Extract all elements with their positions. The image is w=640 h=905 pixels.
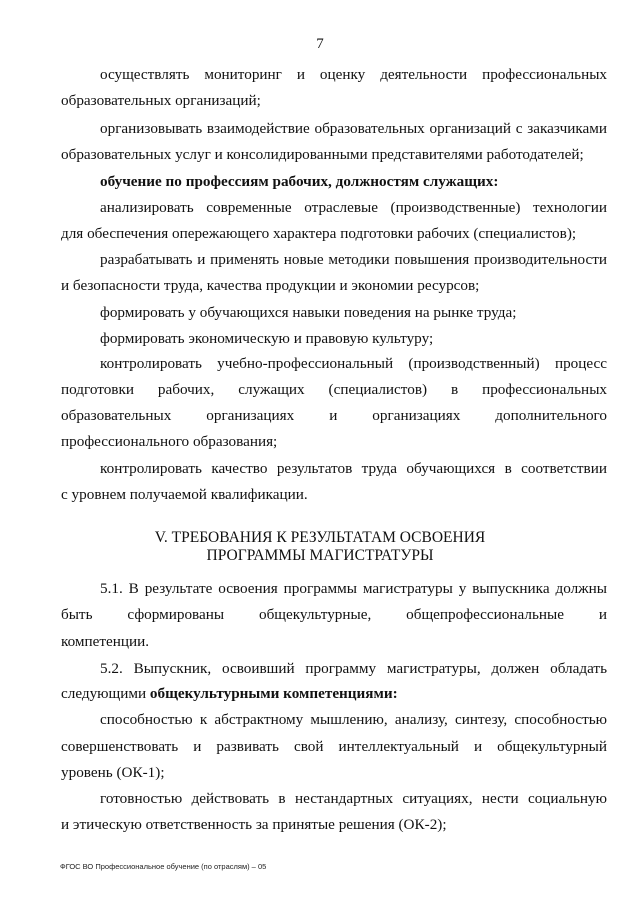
text-line: для обеспечения опережающего характера подготовки рабочих (специалистов); — [61, 225, 577, 242]
text-line: и этическую ответственность за принятые решения (ОК-2); — [61, 816, 447, 833]
text-span: следующими — [61, 685, 150, 702]
text-line: формировать у обучающихся навыки поведения на рынке труда; — [100, 304, 517, 321]
text-line: образовательных организаций; — [61, 92, 261, 109]
text-line: образовательных организациях и организациях дополнительного — [61, 407, 607, 424]
text-line: и безопасности труда, качества продукции и экономии ресурсов; — [61, 277, 480, 294]
text-line: 5.2. Выпускник, освоивший программу магистратуры, должен обладать — [100, 660, 607, 677]
section-subheading: обучение по профессиям рабочих, должностям служащих: — [100, 173, 499, 190]
text-line: уровень (ОК-1); — [61, 764, 165, 781]
text-line: 5.1. В результате освоения программы магистратуры у выпускника должны — [100, 580, 607, 597]
text-line: организовывать взаимодействие образовательных организаций с заказчиками — [100, 120, 607, 137]
text-line: подготовки рабочих, служащих (специалистов) в профессиональных — [61, 381, 607, 398]
text-line: образовательных услуг и консолидированными представителями работодателей; — [61, 146, 584, 163]
text-line: контролировать учебно-профессиональный (производственный) процесс — [100, 355, 607, 372]
text-line: готовностью действовать в нестандартных ситуациях, нести социальную — [100, 790, 607, 807]
text-line: быть сформированы общекультурные, общепрофессиональные и — [61, 606, 607, 623]
text-line: компетенции. — [61, 633, 150, 650]
text-line: способностью к абстрактному мышлению, анализу, синтезу, способностью — [100, 711, 607, 728]
section-heading-line-1: V. ТРЕБОВАНИЯ К РЕЗУЛЬТАТАМ ОСВОЕНИЯ — [154, 529, 486, 546]
page-number: 7 — [316, 36, 324, 52]
text-line: с уровнем получаемой квалификации. — [61, 486, 308, 503]
text-line: осуществлять мониторинг и оценку деятельности профессиональных — [100, 66, 607, 83]
text-line: формировать экономическую и правовую культуру; — [100, 330, 434, 347]
text-line: разрабатывать и применять новые методики повышения производительности — [100, 251, 607, 268]
bold-term: общекультурными компетенциями: — [149, 685, 398, 702]
text-line — [61, 684, 607, 704]
text-line: совершенствовать и развивать свой интеллектуальный и общекультурный — [61, 738, 607, 755]
page-footer: ФГОС ВО Профессиональное обучение (по отраслям) – 05 — [60, 862, 267, 871]
text-line: анализировать современные отраслевые (производственные) технологии — [100, 199, 607, 216]
section-heading-line-2: ПРОГРАММЫ МАГИСТРАТУРЫ — [206, 547, 434, 564]
text-line: профессионального образования; — [61, 433, 278, 450]
text-line: контролировать качество результатов труда обучающихся в соответствии — [100, 460, 607, 477]
